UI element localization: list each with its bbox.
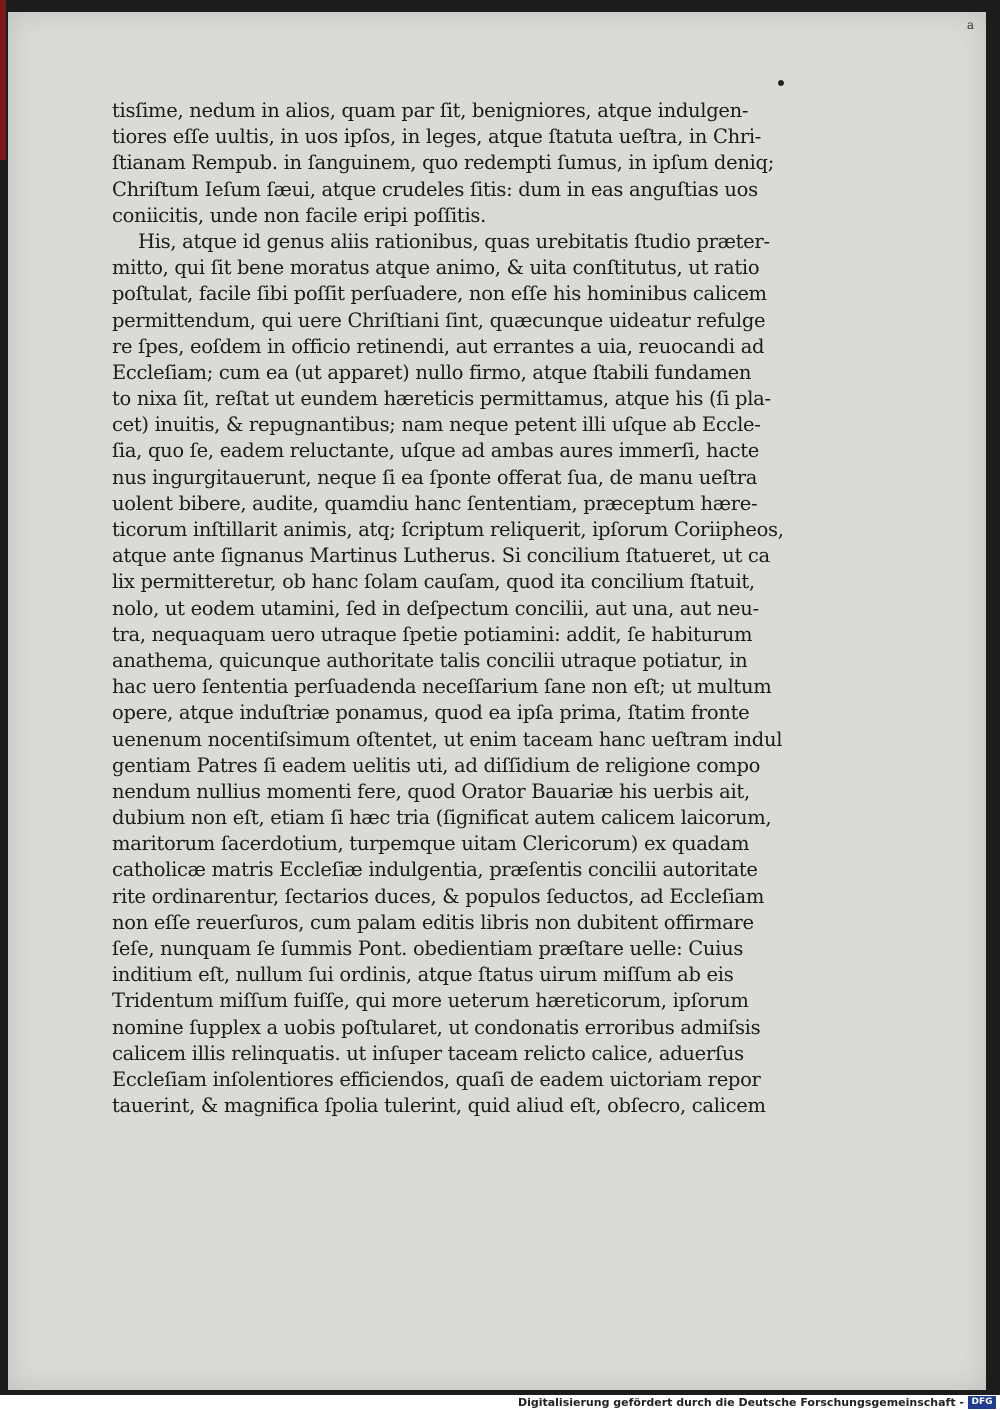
text-line: Eccleſiam inſolentiores efficiendos, quaſi de eadem uictoriam repor bbox=[112, 1067, 761, 1091]
text-line: gentiam Patres ſi eadem uelitis uti, ad diſſidium de religione compo bbox=[112, 753, 761, 777]
book-page bbox=[8, 12, 986, 1390]
text-line: Chriſtum Ieſum ſæui, atque crudeles ſitis: dum in eas anguſtias uos bbox=[112, 177, 758, 201]
book-edge bbox=[0, 0, 6, 160]
text-line: nendum nullius momenti fere, quod Orator Bauariæ his uerbis ait, bbox=[112, 779, 750, 803]
footer-credit: Digitalisierung gefördert durch die Deutsche Forschungsgemeinschaft - bbox=[517, 1396, 964, 1409]
text-line: ſeſe, nunquam ſe ſummis Pont. obedientiam præſtare uelle: Cuius bbox=[112, 937, 744, 960]
text-line: tra, nequaquam uero utraque ſpetie potiamini: addit, ſe habiturum bbox=[112, 622, 753, 646]
text-line: Tridentum miſſum fuiſſe, qui more ueterum hæreticorum, ipſorum bbox=[112, 989, 749, 1013]
text-line: dubium non eſt, etiam ſi hæc tria (ſignificat autem calicem laicorum, bbox=[112, 806, 772, 830]
text-line: nomine ſupplex a uobis poſtularet, ut condonatis erroribus admiſsis bbox=[112, 1015, 761, 1039]
footer-bar bbox=[0, 1395, 1000, 1410]
text-line: tauerint, & magnifica ſpolia tulerint, quid aliud eſt, obſecro, calicem bbox=[112, 1094, 766, 1118]
text-line: atque ante ſignanus Martinus Lutherus. Si concilium ſtatueret, ut ca bbox=[112, 544, 770, 568]
text-line: permittendum, qui uere Chriſtiani ſint, quæcunque uideatur refulge bbox=[112, 308, 766, 332]
text-line: tisſime, nedum in alios, quam par ſit, benigniores, atque indulgen- bbox=[112, 99, 749, 122]
text-block bbox=[112, 98, 802, 1119]
text-line: re ſpes, eoſdem in officio retinendi, aut errantes a uia, reuocandi ad bbox=[112, 334, 765, 358]
corner-mark: a bbox=[966, 18, 974, 32]
text-line: uenenum nocentiſsimum oſtentet, ut enim taceam hanc ueſtram indul bbox=[112, 727, 783, 751]
text-line: catholicæ matris Eccleſiæ indulgentia, præſentis concilii autoritate bbox=[112, 858, 758, 882]
text-line: anathema, quicunque authoritate talis concilii utraque potiatur, in bbox=[112, 648, 748, 672]
text-line: maritorum ſacerdotium, turpemque uitam Clericorum) ex quadam bbox=[112, 832, 750, 856]
text-line: nus ingurgitauerunt, neque ſi ea ſponte offerat ſua, de manu ueſtra bbox=[112, 465, 758, 489]
text-line: cet) inuitis, & repugnantibus; nam neque petent illi uſque ab Eccle- bbox=[112, 413, 761, 437]
text-line: lix permitteretur, ob hanc ſolam cauſam, quod ita concilium ſtatuit, bbox=[112, 570, 755, 594]
text-line: mitto, qui ſit bene moratus atque animo, & uita conſtitutus, ut ratio bbox=[112, 256, 760, 280]
text-line: Eccleſiam; cum ea (ut apparet) nullo firmo, atque ſtabili fundamen bbox=[112, 360, 752, 384]
text-line: uolent bibere, audite, quamdiu hanc ſententiam, præceptum hære- bbox=[112, 491, 758, 515]
text-line: poſtulat, facile ſibi poſſit perſuadere, non eſſe his hominibus calicem bbox=[112, 282, 767, 306]
text-line: tiores eſſe uultis, in uos ipſos, in leges, atque ſtatuta ueſtra, in Chri- bbox=[112, 125, 762, 149]
text-line: inditium eſt, nullum ſui ordinis, atque ſtatus uirum miſſum ab eis bbox=[112, 963, 734, 987]
dfg-logo: DFG bbox=[968, 1396, 996, 1409]
text-line: to nixa ſit, reſtat ut eundem hæreticis permittamus, atque his (ſi pla- bbox=[112, 387, 771, 411]
text-line: rite ordinarentur, ſectarios duces, & populos ſeductos, ad Eccleſiam bbox=[112, 884, 765, 908]
text-line: ticorum inſtillarit animis, atq; ſcriptum reliquerit, ipſorum Coriipheos, bbox=[112, 518, 784, 541]
text-line: hac uero ſententia perſuadenda neceſſarium ſane non eſt; ut multum bbox=[112, 675, 772, 699]
text-line: opere, atque induſtriæ ponamus, quod ea ipſa prima, ſtatim fronte bbox=[112, 701, 750, 725]
text-line: nolo, ut eodem utamini, ſed in deſpectum concilii, aut una, aut neu- bbox=[112, 596, 759, 620]
ink-dot bbox=[778, 80, 784, 86]
text-line: His, atque id genus aliis rationibus, quas urebitatis ſtudio præter- bbox=[138, 229, 770, 253]
text-line: coniicitis, unde non facile eripi poſſitis. bbox=[112, 203, 486, 227]
text-line: ſtianam Rempub. in ſanguinem, quo redempti ſumus, in ipſum deniq; bbox=[112, 151, 774, 175]
text-line: ſia, quo ſe, eadem reluctante, uſque ad ambas aures immerſi, hacte bbox=[112, 439, 760, 463]
text-line: calicem illis relinquatis. ut inſuper taceam relicto calice, aduerſus bbox=[112, 1041, 744, 1065]
text-line: non eſſe reuerſuros, cum palam editis libris non dubitent offirmare bbox=[112, 910, 754, 934]
